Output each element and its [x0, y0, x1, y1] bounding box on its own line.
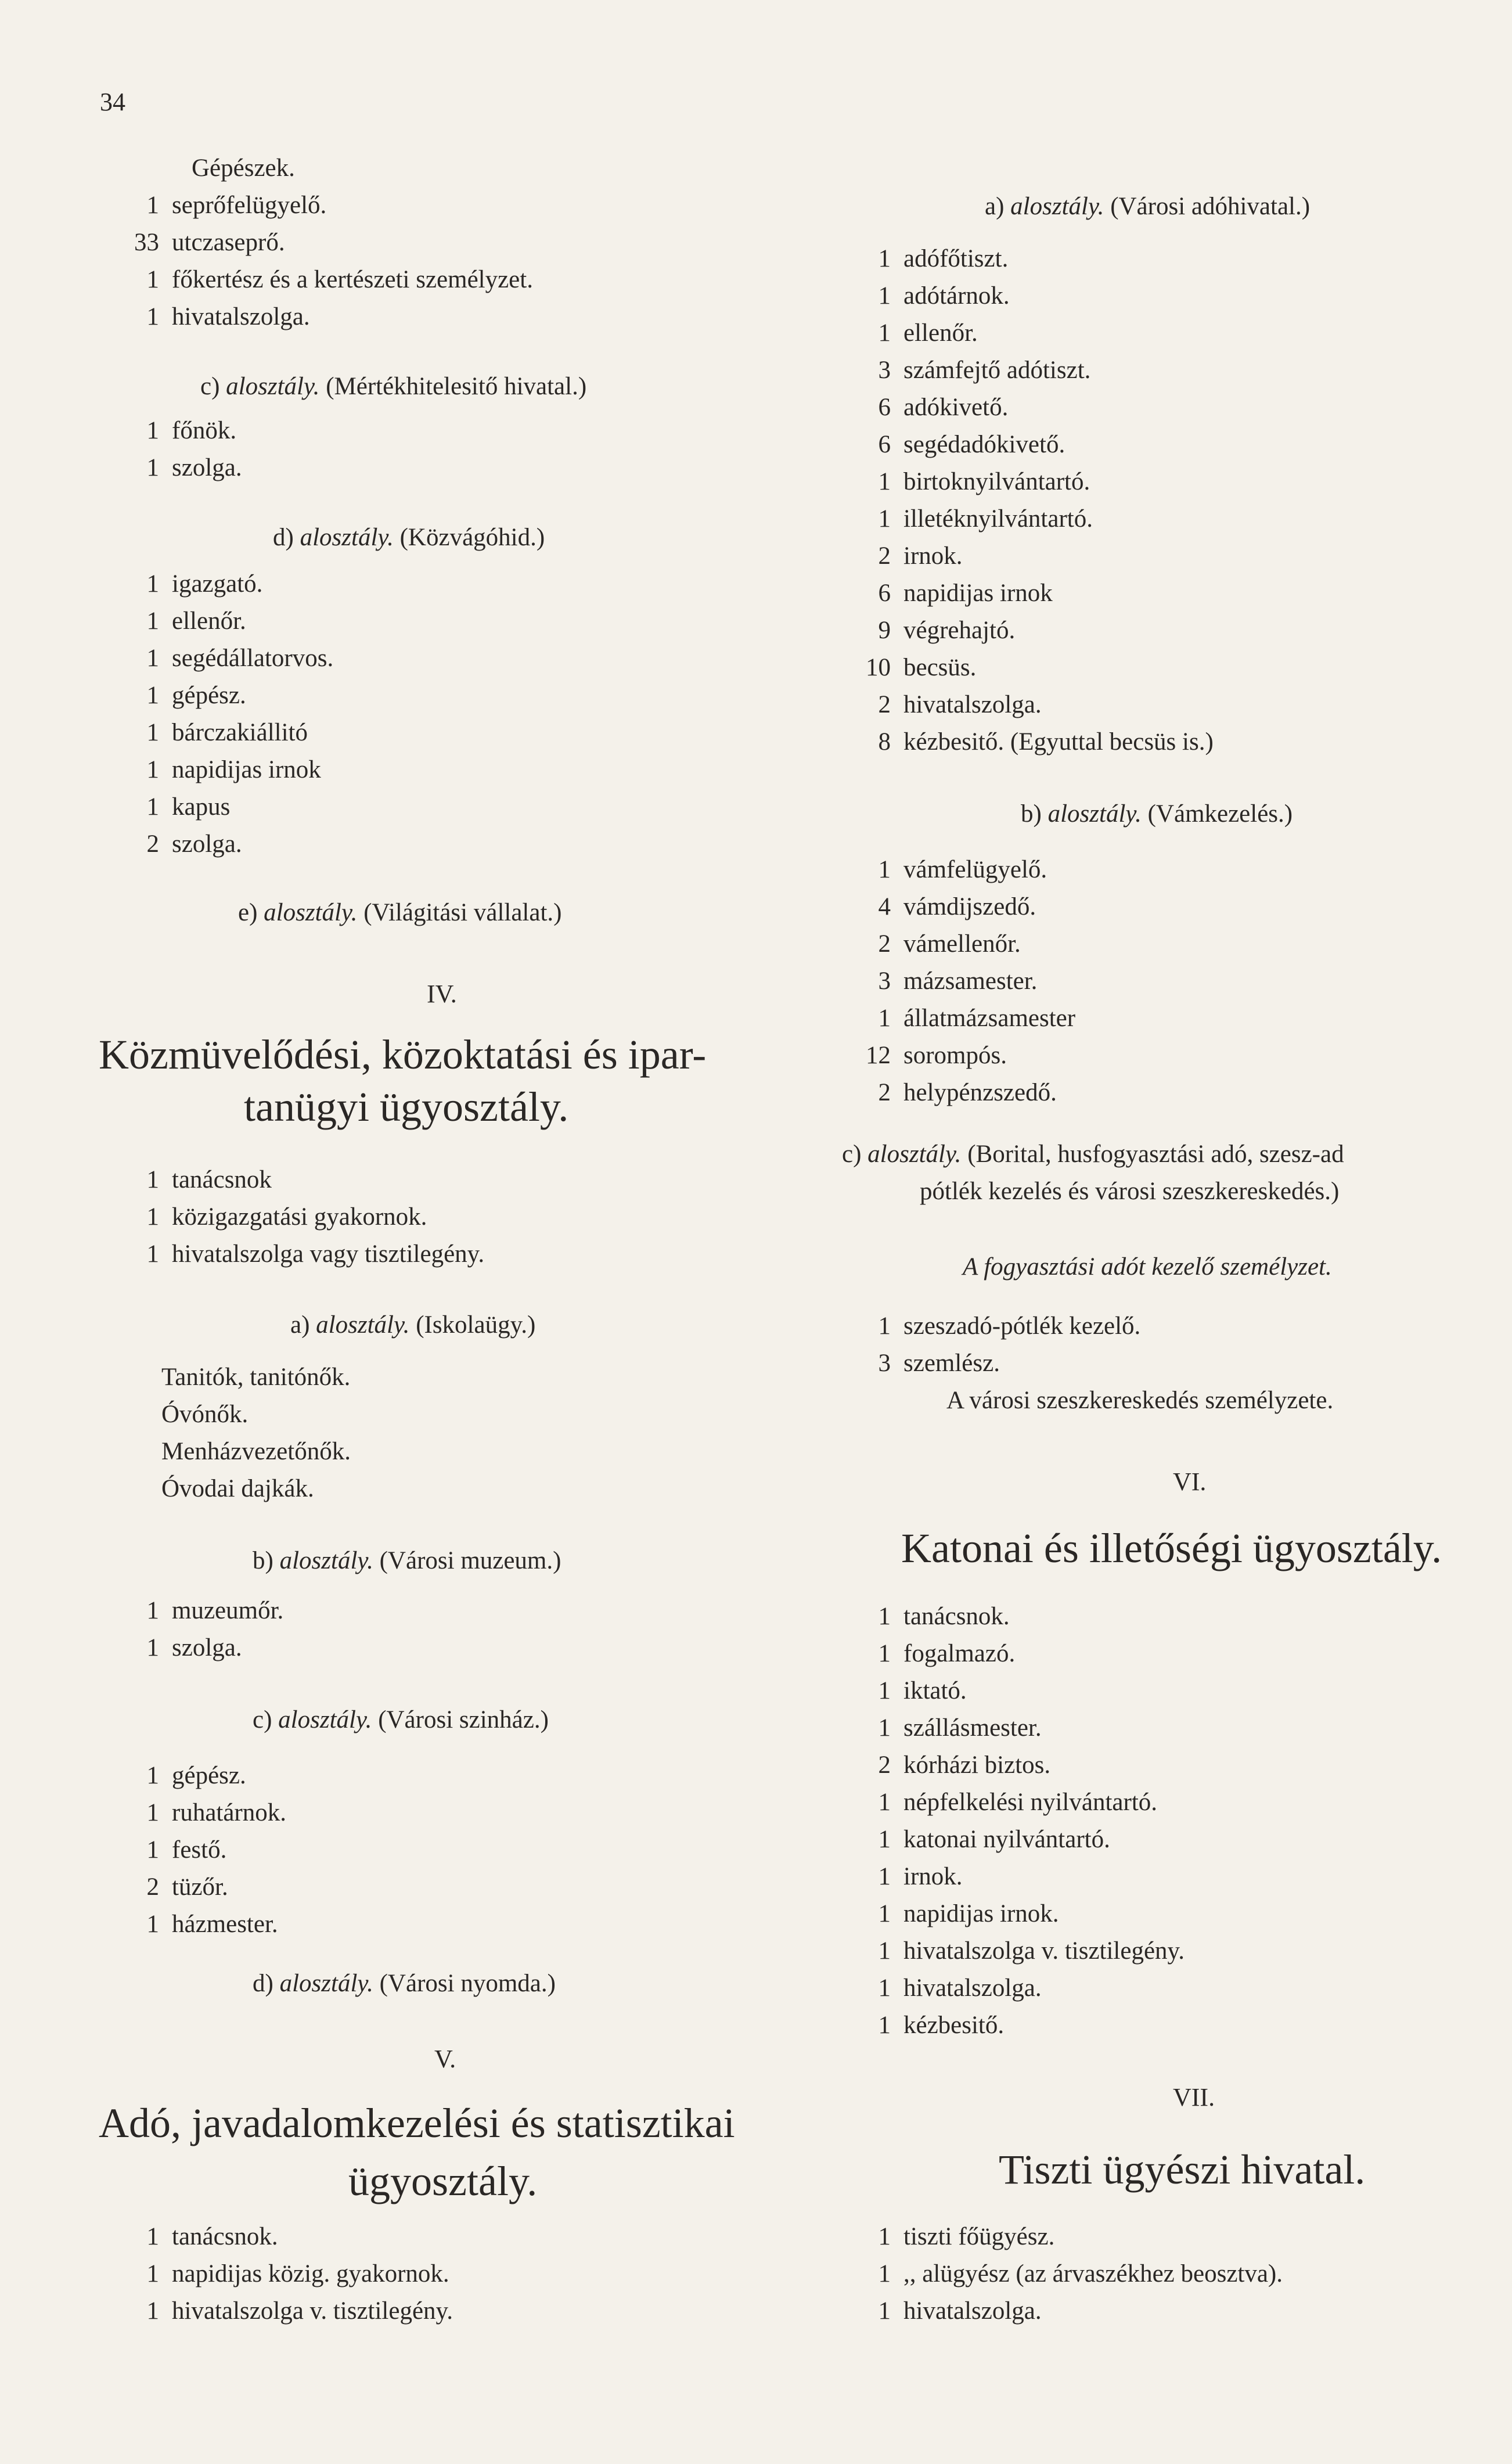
list-item: 1 illetéknyilvántartó.: [878, 505, 1093, 533]
list-item: 3 mázsamester.: [878, 967, 1038, 995]
list-item: 1 hivatalszolga vagy tisztilegény.: [146, 1240, 485, 1268]
list-item: 6 napidijas irnok: [878, 580, 1053, 607]
list-item: 33 utczaseprő.: [134, 229, 285, 256]
list-item: 1 főnök.: [146, 417, 237, 444]
list-item: 1 szolga.: [146, 1634, 242, 1661]
list-item: 1 szeszadó-pótlék kezelő.: [878, 1312, 1141, 1340]
list-item: 1 főkertész és a kertészeti személyzet.: [146, 266, 533, 293]
note-line: A városi szeszkereskedés személyzete.: [946, 1387, 1334, 1414]
section-title: Adó, javadalomkezelési és statisztikai: [99, 2100, 735, 2146]
list-item: 1 bárczakiállitó: [146, 719, 308, 746]
list-item: 1 hivatalszolga.: [878, 2297, 1042, 2325]
list-item: 3 szemlész.: [878, 1350, 1000, 1377]
section-title: Közmüvelődési, közoktatási és ipar-: [99, 1031, 707, 1078]
list-item: 1 fogalmazó.: [878, 1640, 1016, 1667]
list-item: 1 adófőtiszt.: [878, 245, 1009, 272]
list-item: 6 segédadókivető.: [878, 431, 1065, 458]
list-item: 1 hivatalszolga v. tisztilegény.: [878, 1937, 1185, 1965]
list-item: 1 ,, alügyész (az árvaszékhez beosztva).: [878, 2260, 1283, 2287]
page-number: 34: [100, 88, 125, 116]
list-item: 2 kórházi biztos.: [878, 1751, 1051, 1779]
list-item: 1 közigazgatási gyakornok.: [146, 1203, 427, 1231]
list-item: 2 vámellenőr.: [878, 930, 1021, 958]
list-item: 1 hivatalszolga.: [878, 1974, 1042, 2002]
section-number: IV.: [427, 980, 457, 1008]
list-item: 1 népfelkelési nyilvántartó.: [878, 1789, 1158, 1816]
list-item: 1 gépész.: [146, 682, 246, 709]
section-title: ügyosztály.: [348, 2158, 538, 2204]
section-title: Katonai és illetőségi ügyosztály.: [901, 1525, 1442, 1571]
list-item: 1 tanácsnok: [146, 1166, 272, 1193]
list-item: Menházvezetőnők.: [161, 1438, 351, 1465]
list-item: Tanitók, tanitónők.: [161, 1364, 351, 1391]
subsection-heading: b) alosztály. (Városi muzeum.): [253, 1547, 561, 1574]
personnel-subheading: A fogyasztási adót kezelő személyzet.: [963, 1253, 1332, 1280]
list-item: 1 iktató.: [878, 1677, 967, 1704]
list-item: 1 irnok.: [878, 1863, 963, 1890]
list-item: 2 szolga.: [146, 830, 242, 858]
list-item: 1 festő.: [146, 1836, 227, 1864]
subsection-heading: c) alosztály. (Mértékhitelesitő hivatal.): [200, 373, 587, 400]
list-item: 1 szállásmester.: [878, 1714, 1042, 1742]
subsection-heading: c) alosztály. (Városi szinház.): [253, 1706, 549, 1733]
list-item: 1 ellenőr.: [146, 607, 246, 635]
section-number: VI.: [1173, 1467, 1207, 1496]
list-item: 1 adótárnok.: [878, 282, 1010, 310]
subsection-heading: b) alosztály. (Vámkezelés.): [1021, 800, 1293, 828]
list-item: Óvónők.: [161, 1401, 249, 1428]
subsection-heading: e) alosztály. (Világitási vállalat.): [238, 899, 562, 926]
subsection-heading: a) alosztály. (Városi adóhivatal.): [985, 193, 1311, 220]
list-item: 1 vámfelügyelő.: [878, 856, 1047, 883]
subsection-heading: d) alosztály. (Városi nyomda.): [253, 1970, 556, 1997]
list-item: 1 napidijas irnok.: [878, 1900, 1059, 1927]
subsection-heading: d) alosztály. (Közvágóhid.): [273, 524, 545, 551]
list-item: 2 helypénzszedő.: [878, 1079, 1057, 1106]
section-title: Tiszti ügyészi hivatal.: [999, 2146, 1366, 2193]
section-number: V.: [434, 2045, 456, 2073]
list-item: 4 vámdijszedő.: [878, 893, 1036, 920]
subsection-heading: c) alosztály. (Borital, husfogyasztási adó, szesz-ad: [842, 1141, 1344, 1168]
list-item: 8 kézbesitő. (Egyuttal becsüs is.): [878, 728, 1214, 756]
list-item: Óvodai dajkák.: [161, 1475, 314, 1502]
list-item: 1 ruhatárnok.: [146, 1799, 287, 1826]
list-item: 1 tanácsnok.: [146, 2223, 278, 2250]
subsection-heading: a) alosztály. (Iskolaügy.): [290, 1311, 536, 1339]
section-title: tanügyi ügyosztály.: [244, 1084, 569, 1130]
list-item: 2 irnok.: [878, 542, 963, 570]
list-item: 1 gépész.: [146, 1762, 246, 1789]
list-item: 12 sorompós.: [866, 1042, 1007, 1069]
list-item: 2 hivatalszolga.: [878, 691, 1042, 718]
list-item: 6 adókivető.: [878, 394, 1009, 421]
list-item: 1 katonai nyilvántartó.: [878, 1826, 1110, 1853]
list-item: 1 kézbesitő.: [878, 2012, 1005, 2039]
list-item: 1 birtoknyilvántartó.: [878, 468, 1090, 495]
list-item: 1 seprőfelügyelő.: [146, 192, 327, 219]
list-item: 1 napidijas közig. gyakornok.: [146, 2260, 449, 2287]
subsection-heading-cont: pótlék kezelés és városi szeszkereskedés.): [920, 1178, 1340, 1205]
section-number: VII.: [1173, 2083, 1215, 2112]
list-item: 1 házmester.: [146, 1911, 278, 1938]
gepeszek-heading: Gépészek.: [192, 154, 295, 182]
list-item: 1 igazgató.: [146, 570, 263, 598]
list-item: 1 hivatalszolga v. tisztilegény.: [146, 2297, 453, 2325]
list-item: 3 számfejtő adótiszt.: [878, 357, 1091, 384]
list-item: 9 végrehajtó.: [878, 617, 1016, 644]
list-item: 1 szolga.: [146, 454, 242, 481]
list-item: 1 hivatalszolga.: [146, 303, 310, 330]
list-item: 10 becsüs.: [866, 654, 977, 681]
list-item: 1 tanácsnok.: [878, 1603, 1010, 1630]
list-item: 1 ellenőr.: [878, 319, 978, 347]
list-item: 1 tiszti főügyész.: [878, 2223, 1055, 2250]
list-item: 1 állatmázsamester: [878, 1005, 1076, 1032]
list-item: 2 tüzőr.: [146, 1873, 228, 1901]
list-item: 1 muzeumőr.: [146, 1597, 284, 1624]
list-item: 1 kapus: [146, 793, 231, 821]
list-item: 1 napidijas irnok: [146, 756, 321, 783]
list-item: 1 segédállatorvos.: [146, 645, 334, 672]
